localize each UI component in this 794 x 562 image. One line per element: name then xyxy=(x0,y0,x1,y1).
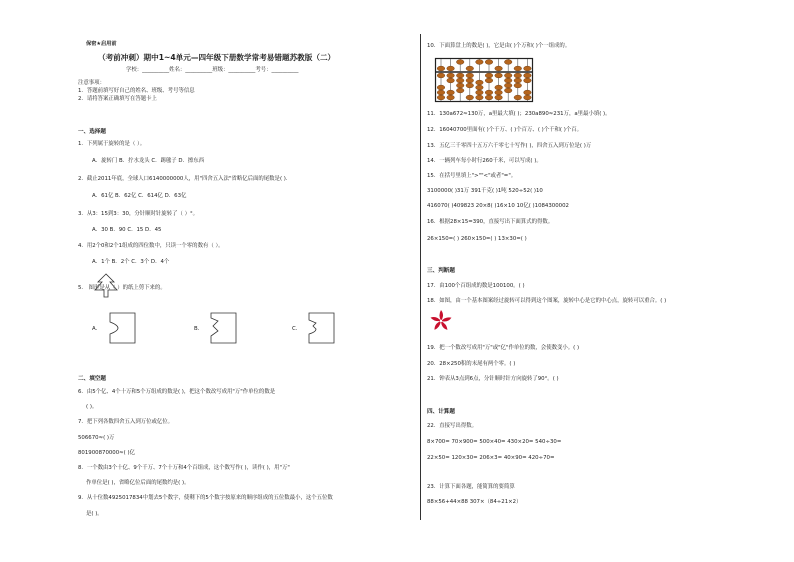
abacus-bead xyxy=(504,83,512,88)
student-info: 学校：__________姓名：__________班级：__________考号：__________ xyxy=(126,67,299,73)
q3: 3．从3：15到3：30，分针顺时针旋转了（ ）°。 xyxy=(78,211,199,217)
abacus-bead xyxy=(466,73,474,78)
abacus-bead xyxy=(447,90,455,95)
abacus-bead xyxy=(495,90,503,95)
abacus-bead xyxy=(495,85,503,90)
rotation-flower-icon xyxy=(429,309,453,333)
q22-row2: 22×50= 120×30= 206×3= 40×90= 420÷70= xyxy=(427,455,555,461)
q8-line2: 作单位是( )，省略亿位后面的尾数约是( )。 xyxy=(86,480,190,486)
abacus-bead xyxy=(447,78,455,83)
q4: 4．用2个0和2个1组成的四位数中，只读一个零的数有（ ）。 xyxy=(78,243,224,249)
q23: 23．计算下面各题，能简算的要简算 xyxy=(427,484,515,490)
q15-row1: 3100000( )31万 391千克( )1吨 520÷52( )10 xyxy=(427,188,543,194)
q1: 1．下列属于旋转的是（ ）。 xyxy=(78,141,146,147)
abacus-bead xyxy=(437,73,445,78)
q19: 19．把一个数改写成用"万"或"亿"作单位的数，会使数变小。( ) xyxy=(427,345,580,351)
abacus-bead xyxy=(476,85,484,90)
tree-shape-icon xyxy=(95,274,117,298)
abacus-bead xyxy=(447,66,455,71)
abacus-bead xyxy=(514,95,522,100)
abacus-bead xyxy=(485,78,493,83)
q20: 20．28×250积的末尾有两个零。( ) xyxy=(427,361,516,367)
q5-option-b: B． xyxy=(194,326,204,332)
abacus-bead xyxy=(495,95,503,100)
q16: 16．根据28×15=390，直接写出下面算式的得数。 xyxy=(427,219,554,225)
q23-row: 88×56+44×88 307×（84÷21×2） xyxy=(427,499,522,505)
abacus-bead xyxy=(437,66,445,71)
note-2: 2．请将答案正确填写在答题卡上 xyxy=(78,96,157,102)
section-calc: 四、计算题 xyxy=(427,409,455,415)
q3-options: A．30 B．90 C．15 D．45 xyxy=(92,227,162,233)
q14: 14．一辆列车每小时行260千米，可以写成( )。 xyxy=(427,158,542,164)
abacus-bead xyxy=(485,73,493,78)
abacus-bead xyxy=(466,78,474,83)
q9-line2: 是( )。 xyxy=(86,511,103,517)
abacus-bead xyxy=(456,83,464,88)
section-choice: 一、选择题 xyxy=(78,129,106,135)
q11: 11．130a672≈130万，a里最大填( )；230a890≈231万，a里最小填( )。 xyxy=(427,111,611,117)
abacus-bead xyxy=(504,73,512,78)
q16-row: 26×150=( ) 260×150=( ) 13×30=( ) xyxy=(427,236,527,242)
abacus-bead xyxy=(485,95,493,100)
abacus-bead xyxy=(495,66,503,71)
abacus-bead xyxy=(466,83,474,88)
q6: 6．由5个亿、4个十万和5个万组成的数是( )，把这个数改写成用"万"作单位的数是 xyxy=(78,389,276,395)
q5: 5． 图形是从（ ）的纸上剪下来的。 xyxy=(78,285,166,291)
q7: 7．把下列各数四舍五入到万位或亿位。 xyxy=(78,419,174,425)
abacus-bead xyxy=(456,88,464,93)
note-1: 1．答题前填写好自己的姓名、班级、考号等信息 xyxy=(78,88,195,94)
q6-line2: ( )。 xyxy=(86,404,98,410)
abacus-image xyxy=(435,58,533,102)
q15: 15．在括号里填上">""<"或者"="。 xyxy=(427,173,517,179)
abacus-bead xyxy=(524,73,532,78)
section-fill: 二、填空题 xyxy=(78,376,106,382)
q7-a: 506670≈( )万 xyxy=(78,435,115,441)
abacus-bead xyxy=(476,60,484,65)
abacus-bead xyxy=(514,78,522,83)
abacus-bead xyxy=(476,95,484,100)
q7-b: 801900870000≈( )亿 xyxy=(78,450,135,456)
q9: 9．从十位数4925017834中划去5个数字，使剩下的5个数字按原来的顺序组成的五位数最小，这个五位数 xyxy=(78,495,333,501)
q2: 2．截止2011年底，全球人口6140000000人，用"四舍五入法"省略亿后面的尾数是( ). xyxy=(78,176,288,182)
abacus-bead xyxy=(447,95,455,100)
secret-tag: 保密★启用前 xyxy=(86,41,117,47)
abacus-bead xyxy=(466,95,474,100)
q13: 13．五亿三千零四十五万六千零七十写作( )，四舍五入到万位是( )万 xyxy=(427,143,592,149)
q5-option-a: A． xyxy=(92,326,102,332)
abacus-bead xyxy=(485,90,493,95)
abacus-bead xyxy=(456,60,464,65)
abacus-bead xyxy=(456,78,464,83)
q22-row1: 8×700= 70×900= 500×40= 430×20= 540÷30= xyxy=(427,439,562,445)
q22: 22．直接写出得数。 xyxy=(427,423,477,429)
abacus-bead xyxy=(504,88,512,93)
q10: 10．下面算盘上的数是( )，它是由( )个万和( )个一组成的。 xyxy=(427,43,571,49)
q5-option-c: C． xyxy=(292,326,302,332)
abacus-bead xyxy=(437,95,445,100)
q15-row2: 416070( )409823 20×8( )16×10 10亿( )1084300002 xyxy=(427,203,569,209)
abacus-bead xyxy=(485,60,493,65)
abacus-bead xyxy=(524,95,532,100)
abacus-bead xyxy=(504,60,512,65)
page-title: （考前冲刺）期中1~4单元—四年级下册数学常考易错题苏教版（二） xyxy=(98,53,336,62)
abacus-bead xyxy=(524,78,532,83)
abacus-bead xyxy=(476,80,484,85)
abacus-bead xyxy=(514,66,522,71)
abacus-bead xyxy=(524,90,532,95)
q8: 8．一个数由3个十亿、9个千万、7个十万和4个百组成，这个数写作( )，读作( )，用"万" xyxy=(78,465,290,471)
abacus-bead xyxy=(524,66,532,71)
abacus-bead xyxy=(437,90,445,95)
q1-options: A．旋转门 B．拧水龙头 C．踢毽子 D．擦东西 xyxy=(92,158,205,164)
abacus-bead xyxy=(514,73,522,78)
option-c-paper-shape xyxy=(307,312,337,344)
notes-header: 注意事项： xyxy=(78,80,105,86)
option-a-paper-shape xyxy=(108,312,138,344)
q12: 12．16040700里面有( )个千万、( )个百万、( )个千和( )个百。 xyxy=(427,127,583,133)
section-judge: 三、判断题 xyxy=(427,268,455,274)
abacus-bead xyxy=(466,66,474,71)
abacus-bead xyxy=(514,83,522,88)
option-b-paper-shape xyxy=(209,312,239,344)
q17: 17．由100个百组成的数是100100。( ) xyxy=(427,283,525,289)
q21: 21．钟表从3点到6点，分针顺时针方向旋转了90°。( ) xyxy=(427,376,559,382)
q18: 18．如图，由一个基本图案经过旋转可以得到这个图案，旋转中心是它的中心点，旋转可以重合。( ) xyxy=(427,298,667,304)
abacus-bead xyxy=(447,73,455,78)
abacus-bead xyxy=(437,85,445,90)
abacus-bead xyxy=(504,78,512,83)
abacus-bead xyxy=(476,90,484,95)
abacus-bead xyxy=(456,73,464,78)
q2-options: A．61亿 B．62亿 C．614亿 D．63亿 xyxy=(92,193,187,199)
column-divider xyxy=(420,34,421,520)
q4-options: A．1个 B．2个 C．3个 D．4个 xyxy=(92,259,170,265)
abacus-bead xyxy=(495,73,503,78)
